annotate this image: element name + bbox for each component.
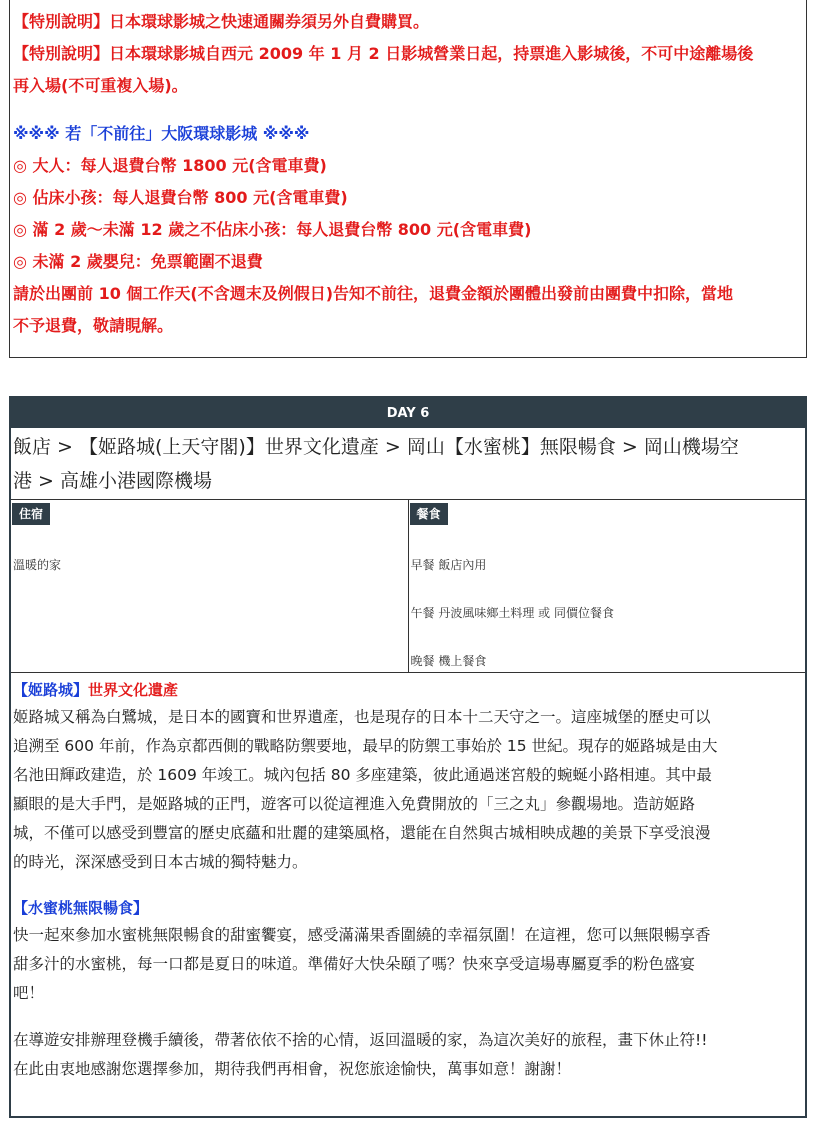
himeji-line: 姬路城又稱為白鷺城，是日本的國寶和世界遺產，也是現存的日本十二天守之一。這座城堡的歷史可以	[13, 708, 711, 726]
route-line: 港 > 高雄小港國際機場	[13, 470, 212, 492]
himeji-line: 追溯至 600 年前，作為京都西側的戰略防禦要地，最早的防禦工事始於 15 世紀。現存的姬路城是由大	[13, 737, 718, 755]
peach-title: 【水蜜桃無限暢食】	[13, 899, 149, 917]
lodging-value: 溫暖的家	[13, 558, 62, 572]
day-description	[11, 673, 805, 1084]
notice-refund-item: ◎ 佔床小孩：每人退費台幣 800 元(含電車費)	[13, 188, 348, 207]
himeji-title-main: 【姬路城】	[13, 681, 89, 699]
notice-refund-item: ◎ 滿 2 歲～未滿 12 歲之不佔床小孩：每人退費台幣 800 元(含電車費)	[13, 220, 532, 239]
himeji-title-heritage: 世界文化遺產	[88, 681, 179, 699]
meals-column	[409, 500, 806, 672]
notice-refund-item: ◎ 未滿 2 歲嬰兒：免票範圍不退費	[13, 252, 263, 271]
peach-paragraph	[13, 921, 803, 1008]
notice-refund-item: ◎ 大人：每人退費台幣 1800 元(含電車費)	[13, 156, 327, 175]
notice-refund-title: ※※※ 若「不前往」大阪環球影城 ※※※	[13, 124, 310, 143]
meals-tag: 餐食	[410, 503, 448, 525]
notice-box	[9, 0, 807, 358]
himeji-line: 名池田輝政建造，於 1609 年竣工。城內包括 80 多座建築，彼此通過迷宮般的蜿蜒小路相連。其中最	[13, 766, 712, 784]
closing-line: 在導遊安排辦理登機手續後，帶著依依不捨的心情，返回溫暖的家，為這次美好的旅程，畫下休止符!!	[13, 1031, 708, 1049]
himeji-line: 城，不僅可以感受到豐富的歷史底蘊和壯麗的建築風格，還能在自然與古城相映成趣的美景下享受浪漫	[13, 824, 711, 842]
himeji-paragraph	[13, 703, 803, 877]
route-line: 飯店 > 【姬路城(上天守閣)】世界文化遺產 > 岡山【水蜜桃】無限暢食 > 岡山機場空	[13, 436, 739, 458]
closing-paragraph	[13, 1026, 803, 1084]
himeji-title	[13, 677, 803, 703]
himeji-line: 的時光，深深感受到日本古城的獨特魅力。	[13, 853, 308, 871]
notice-closing-cont: 不予退費，敬請睍解。	[13, 316, 174, 335]
meal-breakfast: 早餐 飯店內用	[410, 558, 487, 572]
day-route	[11, 428, 805, 500]
meal-dinner: 晚餐 機上餐食	[410, 654, 487, 668]
meal-lunch: 午餐 丹波風味鄉土料理 或 同價位餐食	[410, 606, 614, 620]
day-section	[9, 396, 807, 1118]
peach-line: 快一起來參加水蜜桃無限暢食的甜蜜饗宴，感受滿滿果香圍繞的幸福氛圍！在這裡，您可以無限暢享香	[13, 926, 711, 944]
lodging-tag: 住宿	[12, 503, 50, 525]
lodging-column	[11, 500, 409, 672]
closing-line: 在此由衷地感謝您選擇參加，期待我們再相會，祝您旅途愉快，萬事如意！謝謝！	[13, 1060, 572, 1078]
day-header: DAY 6	[11, 398, 805, 428]
peach-line: 吧！	[13, 984, 45, 1002]
himeji-line: 顯眼的是大手門，是姬路城的正門，遊客可以從這裡進入免費開放的「三之丸」參觀場地。造訪姬路	[13, 795, 696, 813]
notice-reentry-cont: 再入場(不可重複入場)。	[13, 76, 188, 95]
notice-reentry: 【特別說明】日本環球影城自西元 2009 年 1 月 2 日影城營業日起，持票進入影城後，不可中途離場後	[13, 44, 754, 63]
notice-closing: 請於出團前 10 個工作天(不含週末及例假日)告知不前往，退費金額於團體出發前由團費中扣除，當地	[13, 284, 734, 303]
info-table	[11, 500, 805, 673]
peach-line: 甜多汁的水蜜桃，每一口都是夏日的味道。準備好大快朵頤了嗎？快來享受這場專屬夏季的粉色盛宴	[13, 955, 696, 973]
notice-fastpass: 【特別說明】日本環球影城之快速通關券須另外自費購買。	[13, 12, 430, 31]
